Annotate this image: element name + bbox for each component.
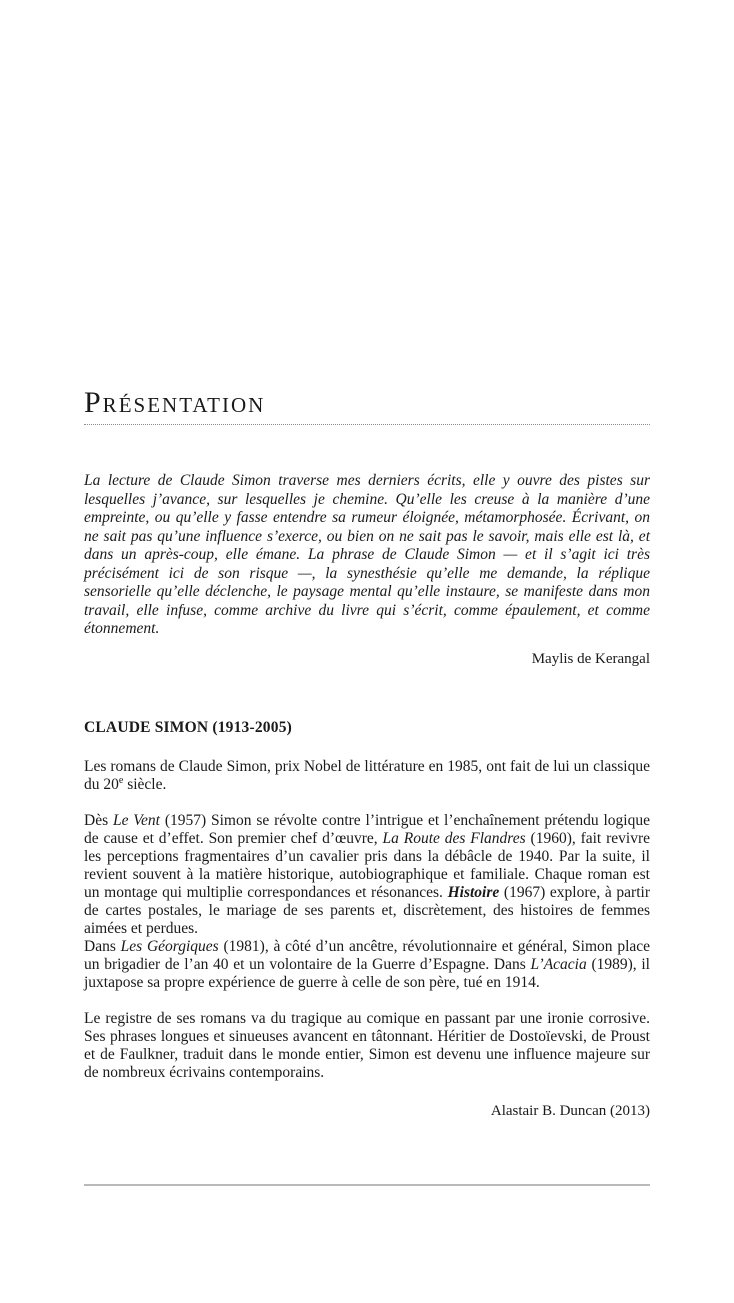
bio-paragraph: Le registre de ses romans va du tragique au comique en passant par une ironie corrosive. Ses phrases longues et sinueuses avancent en tâtonnant. Héritier de Dostoïevski, de Proust et de Faulkner, traduit dans le monde entier, Simon est devenu une influence majeure sur de nombreux écrivains contemporains.	[84, 1009, 650, 1081]
bio-heading: CLAUDE SIMON (1913-2005)	[84, 718, 293, 736]
bio-paragraph: Les romans de Claude Simon, prix Nobel de littérature en 1985, ont fait de lui un classique du 20e siècle.	[84, 757, 650, 793]
epigraph-quote: La lecture de Claude Simon traverse mes derniers écrits, elle y ouvre des pistes sur lesquelles j’avance, sur lesquelles je chemine. Qu’elle les creuse à la manière d’une empreinte, ou qu’elle y fasse entendre sa rumeur éloignée, métamorphosée. Écrivant, on ne sait pas qu’une influence s’exerce, ou bien on ne sait pas le savoir, mais elle est là, et dans un après-coup, elle émane. La phrase de Claude Simon — et il s’agit ici très précisément ici de son risque —, la synesthésie qu’elle me demande, la réplique sensorielle qu’elle déclenche, le paysage mental qu’elle instaure, se manifeste dans mon travail, elle infuse, comme archive du livre qui s’écrit, comme épaulement, et comme étonnement.	[84, 472, 650, 637]
bio-paragraph: Dans Les Géorgiques (1981), à côté d’un ancêtre, révolutionnaire et général, Simon place un brigadier de l’an 40 et un volontaire de la Guerre d’Espagne. Dans L’Acacia (1989), il juxtapose sa propre expérience de guerre à celle de son père, tué en 1914.	[84, 937, 651, 991]
bio-paragraphs	[84, 758, 650, 1082]
quote-attribution: Maylis de Kerangal	[531, 650, 650, 667]
footer-rule	[84, 1184, 650, 1186]
section-title: Présentation	[84, 386, 266, 419]
book-page	[84, 0, 650, 1186]
title-dotted-rule	[84, 424, 650, 425]
bio-paragraph: Dès Le Vent (1957) Simon se révolte contre l’intrigue et l’enchaînement prétendu logique de cause et d’effet. Son premier chef d’œuvre, La Route des Flandres (1960), fait revivre les perceptions fragmentaires d’un cavalier pris dans la débâcle de 1940. Par la suite, il revient souvent à la matière historique, autobiographique et familiale. Chaque roman est un montage qui multiplie correspondances et résonances. Histoire (1967) explore, à partir de cartes postales, le mariage de ses parents et, discrètement, des histoires de femmes aimées et perdues.	[84, 811, 650, 937]
bio-attribution: Alastair B. Duncan (2013)	[490, 1102, 650, 1119]
